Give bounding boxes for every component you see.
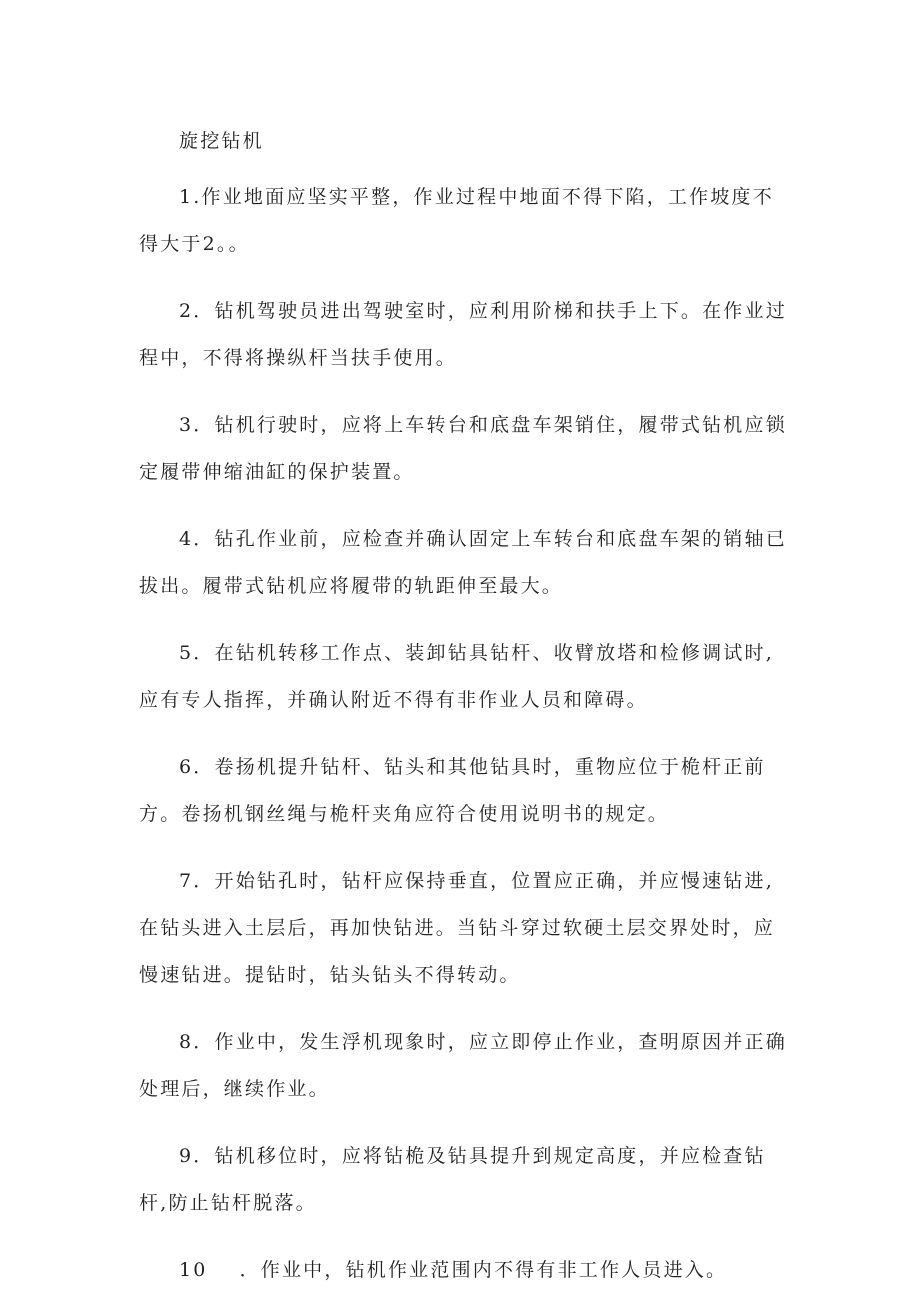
paragraph-6 (139, 744, 789, 838)
paragraph-2 (139, 288, 789, 382)
paragraph-5 (139, 630, 789, 724)
paragraph-7 (139, 858, 789, 999)
paragraph-number: 2． (179, 300, 215, 322)
paragraph-text: 卷扬机提升钻杆、钻头和其他钻具时，重物应位于桅杆正前方。卷扬机钢丝绳与桅杆夹角应符合使用说明书的规定。 (139, 756, 766, 825)
paragraph-text: 钻机移位时，应将钻桅及钻具提升到规定高度，并应检查钻杆,防止钻杆脱落。 (139, 1145, 766, 1214)
paragraph-number: 4． (179, 528, 215, 550)
paragraph-8 (139, 1019, 789, 1113)
paragraph-text: 在钻机转移工作点、装卸钻具钻杆、收臂放塔和检修调试时,应有专人指挥，并确认附近不得有非作业人员和障碍。 (139, 642, 774, 711)
paragraph-number: 1. (179, 186, 202, 208)
paragraph-number: 10 (179, 1259, 208, 1281)
paragraph-4 (139, 516, 789, 610)
paragraph-number: 3． (179, 414, 215, 436)
paragraph-number: 9． (179, 1145, 215, 1167)
document-body (139, 128, 789, 1314)
paragraph-text: 作业中，发生浮机现象时，应立即停止作业，查明原因并正确处理后，继续作业。 (139, 1031, 787, 1100)
paragraph-text: 开始钻孔时，钻杆应保持垂直，位置应正确，并应慢速钻进,在钻头进入土层后，再加快钻进。当钻斗穿过软硬土层交界处时，应慢速钻进。提钻时，钻头钻头不得转动。 (139, 870, 776, 986)
paragraph-text: 钻孔作业前，应检查并确认固定上车转台和底盘车架的销轴已拔出。履带式钻机应将履带的轨距伸至最大。 (139, 528, 787, 597)
paragraph-text: 作业地面应坚实平整，作业过程中地面不得下陷，工作坡度不得大于2。。 (139, 186, 774, 255)
paragraph-text: 钻机行驶时，应将上车转台和底盘车架销住，履带式钻机应锁定履带伸缩油缸的保护装置。 (139, 414, 787, 483)
paragraph-text: 钻机驾驶员进出驾驶室时，应利用阶梯和扶手上下。在作业过程中，不得将操纵杆当扶手使用。 (139, 300, 787, 369)
paragraph-9 (139, 1133, 789, 1227)
paragraph-1 (139, 174, 789, 268)
paragraph-number: 5． (179, 642, 215, 664)
document-title: 旋挖钻机 (179, 130, 264, 152)
paragraph-number: 7． (179, 870, 215, 892)
paragraph-text: ．作业中，钻机作业范围内不得有非工作人员进入。 (239, 1259, 728, 1281)
paragraph-number: 6． (179, 756, 215, 778)
paragraph-number: 8． (179, 1031, 215, 1053)
paragraph-10 (139, 1247, 789, 1294)
paragraph-3 (139, 402, 789, 496)
